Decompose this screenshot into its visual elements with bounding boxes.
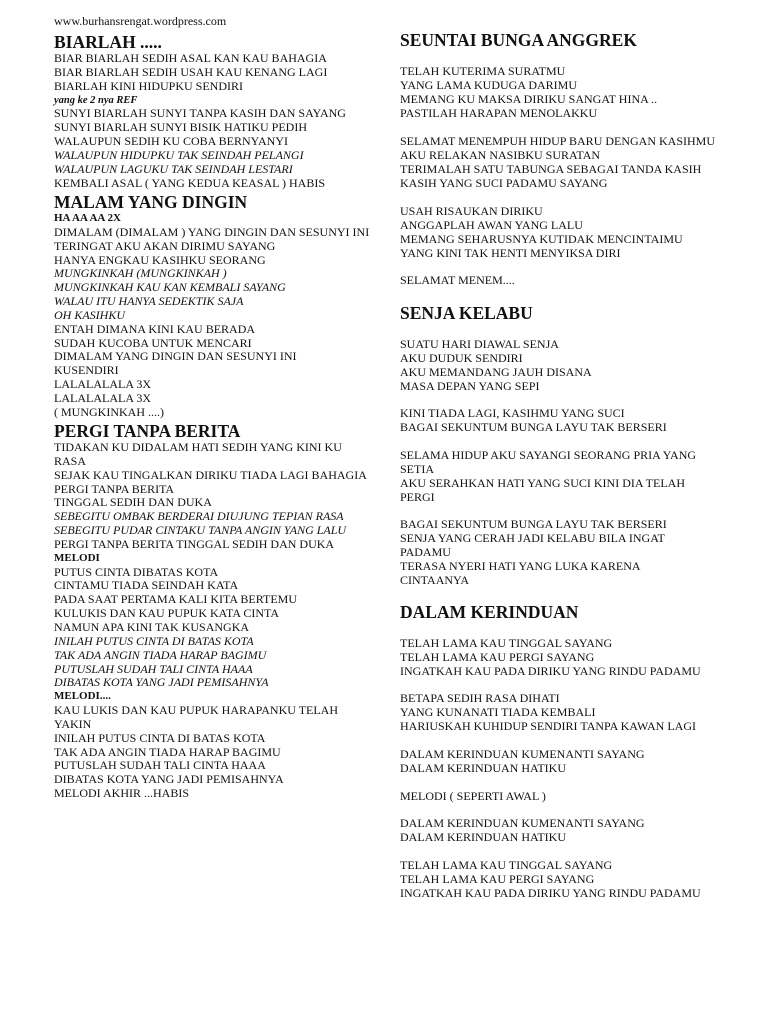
- lyric-line: SEJAK KAU TINGALKAN DIRIKU TIADA LAGI BAHAGIA: [54, 467, 367, 482]
- lyric-line: YANG KUNANATI TIADA KEMBALI: [400, 705, 596, 719]
- lyric-line: WALAUPUN LAGUKU TAK SEINDAH LESTARI: [54, 161, 293, 176]
- lyric-line: KULUKIS DAN KAU PUPUK KATA CINTA: [54, 606, 280, 621]
- lyric-line: PASTILAH HARAPAN MENOLAKKU: [400, 106, 598, 120]
- lyric-line: INGATKAH KAU PADA DIRIKU YANG RINDU PADAMU: [400, 886, 701, 900]
- lyric-line: BAGAI SEKUNTUM BUNGA LAYU TAK BERSERI: [400, 517, 667, 531]
- lyric-line: MUNGKINKAH (MUNGKINKAH ): [54, 266, 227, 281]
- lyric-note: MELODI....: [54, 690, 111, 703]
- lyric-line: MASA DEPAN YANG SEPI: [400, 379, 540, 393]
- lyric-line: OH KASIHKU: [54, 307, 125, 322]
- lyric-line: AKU MEMANDANG JAUH DISANA: [400, 365, 592, 379]
- lyric-line: DALAM KERINDUAN KUMENANTI SAYANG: [400, 747, 645, 761]
- lyric-line: TELAH LAMA KAU TINGGAL SAYANG: [400, 636, 613, 650]
- lyric-line: SELAMAT MENEM....: [400, 273, 515, 287]
- song-pergi-tanpa-berita: [54, 421, 367, 801]
- lyric-line: WALAUPUN SEDIH KU COBA BERNYANYI: [54, 134, 289, 149]
- lyric-line: CINTAMU TIADA SEINDAH KATA: [54, 578, 239, 593]
- lyric-line: BETAPA SEDIH RASA DIHATI: [400, 691, 560, 705]
- lyric-line: AKU SERAHKAN HATI YANG SUCI KINI DIA TELAH: [400, 476, 685, 490]
- lyric-note: MELODI: [54, 551, 100, 564]
- lyric-line: INILAH PUTUS CINTA DI BATAS KOTA: [54, 633, 254, 648]
- lyric-line: DIMALAM (DIMALAM ) YANG DINGIN DAN SESUNYI INI: [54, 224, 370, 239]
- lyric-line: MUNGKINKAH KAU KAN KEMBALI SAYANG: [54, 280, 286, 295]
- lyric-line: HARIUSKAH KUHIDUP SENDIRI TANPA KAWAN LAGI: [400, 719, 696, 733]
- lyric-line: SETIA: [400, 462, 434, 476]
- lyric-line: CINTAANYA: [400, 573, 470, 587]
- lyric-line: PADAMU: [400, 545, 451, 559]
- lyric-line: YANG LAMA KUDUGA DARIMU: [400, 78, 578, 92]
- lyric-line: MEMANG SEHARUSNYA KUTIDAK MENCINTAIMU: [400, 232, 683, 246]
- lyric-line: SELAMA HIDUP AKU SAYANGI SEORANG PRIA YANG: [400, 448, 697, 462]
- song-title: SEUNTAI BUNGA ANGGREK: [400, 30, 637, 50]
- lyric-line: RASA: [54, 453, 87, 468]
- lyric-line: AKU DUDUK SENDIRI: [400, 351, 523, 365]
- lyric-line: KAU LUKIS DAN KAU PUPUK HARAPANKU TELAH: [54, 703, 339, 718]
- lyric-line: DIBATAS KOTA YANG JADI PEMISAHNYA: [54, 772, 284, 787]
- lyric-note: yang ke 2 nya REF: [54, 94, 138, 106]
- lyric-line: BIAR BIARLAH SEDIH ASAL KAN KAU BAHAGIA: [54, 51, 327, 65]
- lyric-line: PERGI TANPA BERITA: [54, 481, 175, 496]
- website-url[interactable]: www.burhansrengat.wordpress.com: [54, 14, 227, 28]
- lyric-line: DALAM KERINDUAN KUMENANTI SAYANG: [400, 816, 645, 830]
- lyric-line: KUSENDIRI: [54, 363, 119, 378]
- song-lyrics: [54, 212, 369, 420]
- lyric-line: ENTAH DIMANA KINI KAU BERADA: [54, 321, 256, 336]
- song-title: PERGI TANPA BERITA: [54, 421, 241, 441]
- lyric-line: TAK ADA ANGIN TIADA HARAP BAGIMU: [54, 647, 267, 662]
- lyric-line: HANYA ENGKAU KASIHKU SEORANG: [54, 252, 266, 267]
- lyric-line: SUNYI BIARLAH SUNYI BISIK HATIKU PEDIH: [54, 120, 307, 135]
- lyric-line: DIBATAS KOTA YANG JADI PEMISAHNYA: [54, 675, 269, 690]
- lyric-line: BIARLAH KINI HIDUPKU SENDIRI: [54, 78, 243, 93]
- lyric-line: LALALALALA 3X: [54, 377, 151, 392]
- lyric-line: TELAH LAMA KAU PERGI SAYANG: [400, 872, 595, 886]
- lyric-line: KEMBALI ASAL ( YANG KEDUA KEASAL ) HABIS: [54, 175, 325, 190]
- lyric-line: PERGI: [400, 490, 435, 504]
- song-malam-yang-dingin: [54, 192, 369, 420]
- lyric-line: TERASA NYERI HATI YANG LUKA KARENA: [400, 559, 641, 573]
- lyric-line: WALAUPUN HIDUPKU TAK SEINDAH PELANGI: [54, 147, 304, 162]
- lyric-line: MELODI ( SEPERTI AWAL ): [400, 789, 546, 803]
- lyric-line: USAH RISAUKAN DIRIKU: [400, 204, 543, 218]
- lyric-line: SUATU HARI DIAWAL SENJA: [400, 337, 559, 351]
- lyric-line: ( MUNGKINKAH ....): [54, 404, 164, 419]
- lyric-line: MEMANG KU MAKSA DIRIKU SANGAT HINA ..: [400, 92, 658, 106]
- lyric-line: YAKIN: [54, 716, 92, 731]
- song-biarlah: [54, 32, 346, 190]
- lyric-line: WALAU ITU HANYA SEDEKTIK SAJA: [54, 294, 244, 309]
- lyric-line: PUTUS CINTA DIBATAS KOTA: [54, 564, 219, 579]
- lyric-line: TAK ADA ANGIN TIADA HARAP BAGIMU: [54, 744, 281, 759]
- song-title: BIARLAH .....: [54, 32, 162, 52]
- lyric-line: INGATKAH KAU PADA DIRIKU YANG RINDU PADAMU: [400, 664, 701, 678]
- lyric-line: LALALALALA 3X: [54, 390, 151, 405]
- song-title: DALAM KERINDUAN: [400, 602, 579, 622]
- lyric-line: KINI TIADA LAGI, KASIHMU YANG SUCI: [400, 406, 625, 420]
- lyric-line: SUDAH KUCOBA UNTUK MENCARI: [54, 335, 252, 350]
- lyric-line: PUTUSLAH SUDAH TALI CINTA HAAA: [54, 661, 253, 676]
- lyric-line: TELAH KUTERIMA SURATMU: [400, 64, 566, 78]
- lyric-line: PUTUSLAH SUDAH TALI CINTA HAAA: [54, 758, 266, 773]
- lyric-line: PADA SAAT PERTAMA KALI KITA BERTEMU: [54, 592, 297, 607]
- lyric-line: SUNYI BIARLAH SUNYI TANPA KASIH DAN SAYANG: [54, 106, 346, 121]
- lyric-line: DALAM KERINDUAN HATIKU: [400, 830, 566, 844]
- lyric-line: TERIMALAH SATU TABUNGA SEBAGAI TANDA KASIH: [400, 162, 702, 176]
- lyric-line: AKU RELAKAN NASIBKU SURATAN: [400, 148, 601, 162]
- lyric-line: SELAMAT MENEMPUH HIDUP BARU DENGAN KASIHMU: [400, 134, 716, 148]
- lyric-line: TELAH LAMA KAU PERGI SAYANG: [400, 650, 595, 664]
- lyric-line: NAMUN APA KINI TAK KUSANGKA: [54, 619, 250, 634]
- lyric-line: PERGI TANPA BERITA TINGGAL SEDIH DAN DUKA: [54, 536, 335, 551]
- lyric-line: SENJA YANG CERAH JADI KELABU BILA INGAT: [400, 531, 665, 545]
- song-lyrics: [54, 52, 346, 190]
- lyric-line: YANG KINI TAK HENTI MENYIKSA DIRI: [400, 246, 621, 260]
- lyric-line: TIDAKAN KU DIDALAM HATI SEDIH YANG KINI KU: [54, 440, 342, 454]
- lyric-line: SEBEGITU PUDAR CINTAKU TANPA ANGIN YANG LALU: [54, 523, 347, 538]
- lyric-line: BAGAI SEKUNTUM BUNGA LAYU TAK BERSERI: [400, 420, 667, 434]
- lyric-line: DALAM KERINDUAN HATIKU: [400, 761, 566, 775]
- lyric-line: MELODI AKHIR ...HABIS: [54, 786, 189, 801]
- lyric-line: ANGGAPLAH AWAN YANG LALU: [400, 218, 583, 232]
- song-lyrics: [54, 441, 367, 801]
- lyric-line: TINGGAL SEDIH DAN DUKA: [54, 495, 212, 510]
- lyric-line: SEBEGITU OMBAK BERDERAI DIUJUNG TEPIAN RASA: [54, 509, 344, 524]
- lyric-note: HA AA AA 2X: [54, 212, 121, 224]
- song-title: MALAM YANG DINGIN: [54, 192, 248, 212]
- lyric-line: TERINGAT AKU AKAN DIRIMU SAYANG: [54, 238, 276, 253]
- lyric-line: INILAH PUTUS CINTA DI BATAS KOTA: [54, 730, 266, 745]
- lyric-line: DIMALAM YANG DINGIN DAN SESUNYI INI: [54, 349, 297, 364]
- song-title: SENJA KELABU: [400, 303, 533, 323]
- lyric-line: KASIH YANG SUCI PADAMU SAYANG: [400, 176, 608, 190]
- lyric-line: BIAR BIARLAH SEDIH USAH KAU KENANG LAGI: [54, 64, 328, 79]
- lyric-line: TELAH LAMA KAU TINGGAL SAYANG: [400, 858, 613, 872]
